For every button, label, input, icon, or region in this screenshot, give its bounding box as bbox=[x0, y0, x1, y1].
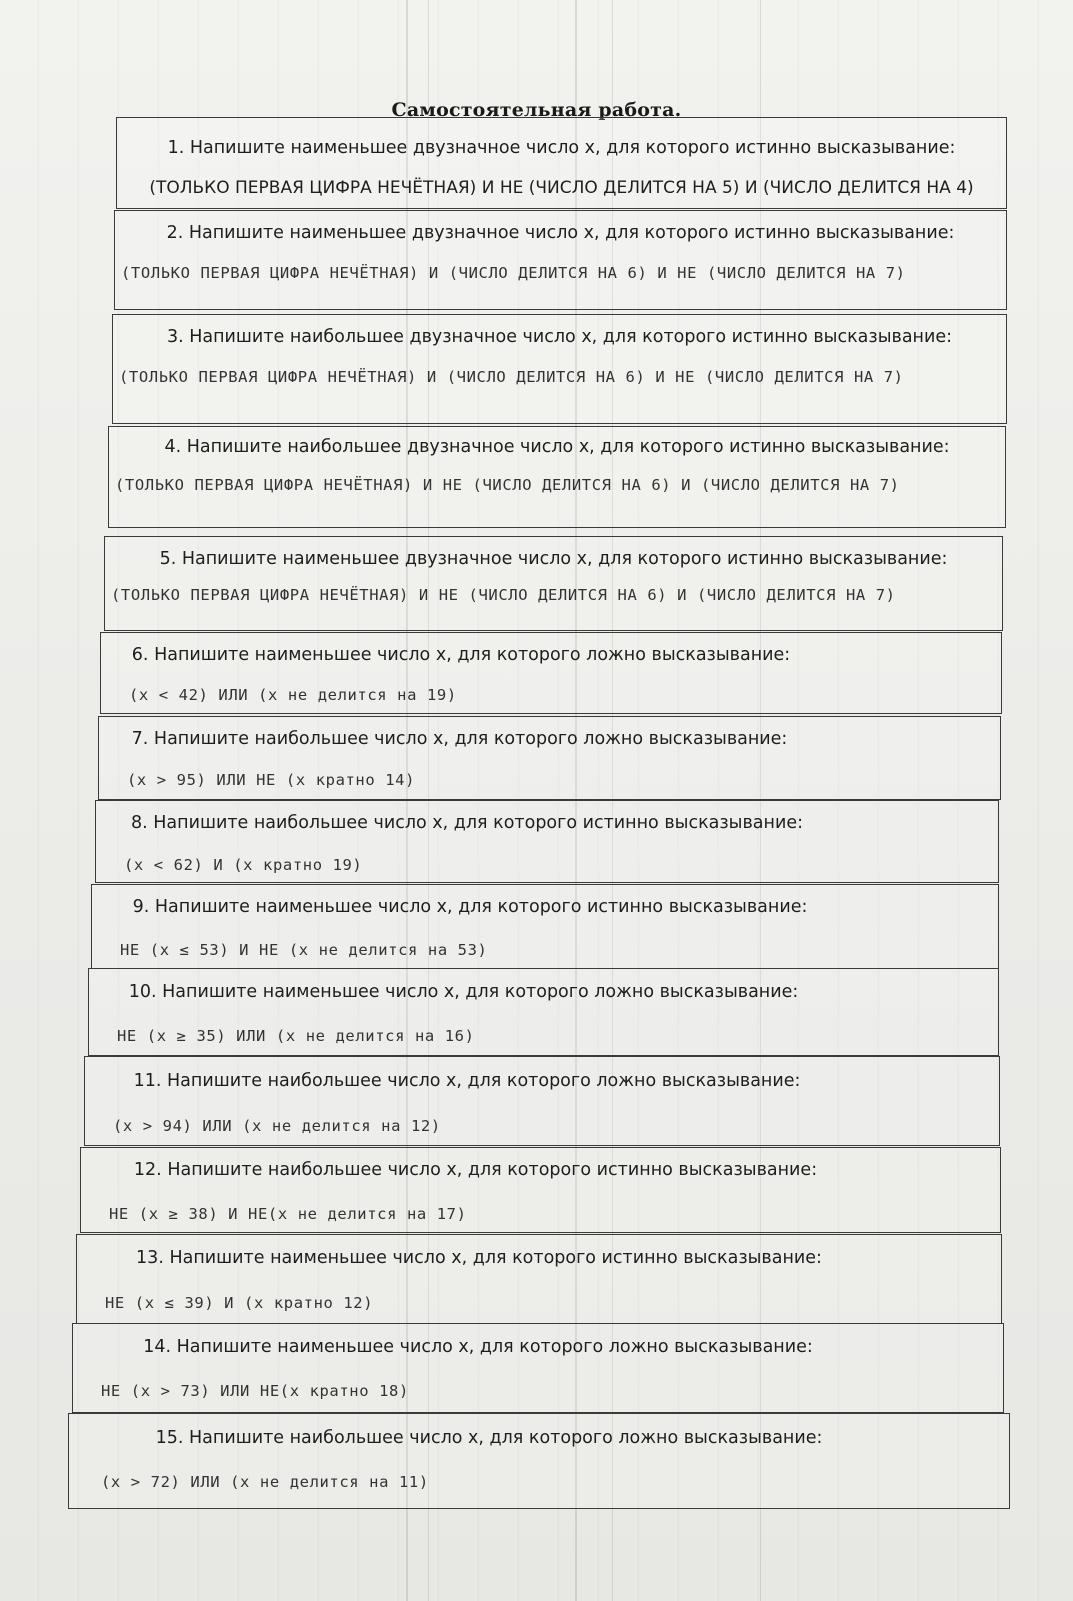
task-number: 8. bbox=[130, 813, 148, 833]
task-expression: НЕ (x ≥ 35) ИЛИ (x не делится на 16) bbox=[117, 1027, 475, 1045]
task-question bbox=[0, 645, 1001, 665]
page-title: Самостоятельная работа. bbox=[391, 99, 682, 121]
task-question bbox=[0, 897, 998, 917]
task-box-2 bbox=[114, 210, 1007, 310]
task-expression: (ТОЛЬКО ПЕРВАЯ ЦИФРА НЕЧЁТНАЯ) И НЕ (ЧИСЛО ДЕЛИТСЯ НА 6) И (ЧИСЛО ДЕЛИТСЯ НА 7) bbox=[111, 586, 896, 604]
task-expression: НЕ (x ≤ 53) И НЕ (x не делится на 53) bbox=[120, 941, 488, 959]
task-box-1 bbox=[116, 117, 1007, 209]
task-number: 11. bbox=[133, 1071, 162, 1091]
task-box-15 bbox=[68, 1413, 1010, 1509]
task-question bbox=[105, 549, 1002, 569]
task-question bbox=[0, 1071, 999, 1091]
task-question-text: Напишите наибольшее число х, для которого ложно высказывание: bbox=[167, 1071, 801, 1091]
task-expression: (x < 62) И (x кратно 19) bbox=[124, 856, 363, 874]
task-expression: (x > 94) ИЛИ (x не делится на 12) bbox=[113, 1117, 441, 1135]
task-question bbox=[0, 729, 1000, 749]
task-question bbox=[0, 813, 998, 833]
task-question bbox=[0, 1428, 1009, 1448]
task-number: 7. bbox=[131, 729, 149, 749]
task-box-11 bbox=[84, 1056, 1000, 1146]
task-question bbox=[0, 1337, 1003, 1357]
task-question-text: Напишите наибольшее число х, для которого истинно высказывание: bbox=[153, 813, 804, 833]
task-question bbox=[117, 138, 1006, 158]
task-number: 15. bbox=[155, 1428, 184, 1448]
task-question-text: Напишите наибольшее число х, для которого ложно высказывание: bbox=[189, 1428, 823, 1448]
task-question-text: Напишите наибольшее число х, для которого ложно высказывание: bbox=[153, 729, 788, 749]
task-expression: (x > 72) ИЛИ (x не делится на 11) bbox=[101, 1473, 429, 1491]
task-expression: НЕ (x ≥ 38) И НЕ(x не делится на 17) bbox=[109, 1205, 467, 1223]
task-box-14 bbox=[72, 1323, 1004, 1413]
task-expression: НЕ (x > 73) ИЛИ НЕ(x кратно 18) bbox=[101, 1382, 409, 1400]
task-box-7 bbox=[98, 716, 1001, 800]
task-number: 6. bbox=[131, 645, 149, 665]
task-expression: (x < 42) ИЛИ (x не делится на 19) bbox=[129, 686, 457, 704]
task-box-9 bbox=[91, 884, 999, 969]
task-question-text: Напишите наибольшее двузначное число х, для которого истинно высказывание: bbox=[189, 327, 953, 347]
task-expression: (ТОЛЬКО ПЕРВАЯ ЦИФРА НЕЧЁТНАЯ) И НЕ (ЧИСЛО ДЕЛИТСЯ НА 5) И (ЧИСЛО ДЕЛИТСЯ НА 4) bbox=[149, 178, 974, 198]
task-expression: (x > 95) ИЛИ НЕ (x кратно 14) bbox=[127, 771, 416, 789]
task-box-13 bbox=[76, 1234, 1002, 1324]
task-box-3 bbox=[112, 314, 1007, 424]
task-number: 2. bbox=[166, 223, 184, 243]
task-question-text: Напишите наибольшее число х, для которого истинно высказывание: bbox=[167, 1160, 818, 1180]
task-question bbox=[115, 223, 1006, 243]
task-box-12 bbox=[80, 1147, 1001, 1233]
task-box-6 bbox=[100, 632, 1002, 714]
task-question-text: Напишите наименьшее число х, для которого ложно высказывание: bbox=[176, 1337, 813, 1357]
task-question-text: Напишите наименьшее число х, для которого ложно высказывание: bbox=[154, 645, 791, 665]
task-box-10 bbox=[88, 968, 999, 1056]
task-box-5 bbox=[104, 536, 1003, 631]
task-question-text: Напишите наименьшее двузначное число х, для которого истинно высказывание: bbox=[189, 138, 956, 158]
task-number: 5. bbox=[159, 549, 177, 569]
task-expression: НЕ (x ≤ 39) И (x кратно 12) bbox=[105, 1294, 374, 1312]
task-box-4 bbox=[108, 426, 1006, 528]
task-number: 1. bbox=[167, 138, 185, 158]
task-question-text: Напишите наименьшее двузначное число х, для которого истинно высказывание: bbox=[181, 549, 948, 569]
task-number: 13. bbox=[136, 1248, 164, 1268]
task-question bbox=[109, 437, 1005, 457]
task-number: 9. bbox=[132, 897, 150, 917]
task-question bbox=[0, 1160, 1000, 1180]
task-question bbox=[0, 1248, 1001, 1268]
task-question bbox=[0, 982, 998, 1002]
task-expression: (ТОЛЬКО ПЕРВАЯ ЦИФРА НЕЧЁТНАЯ) И (ЧИСЛО ДЕЛИТСЯ НА 6) И НЕ (ЧИСЛО ДЕЛИТСЯ НА 7) bbox=[121, 264, 906, 282]
task-number: 14. bbox=[143, 1337, 172, 1357]
task-expression: (ТОЛЬКО ПЕРВАЯ ЦИФРА НЕЧЁТНАЯ) И НЕ (ЧИСЛО ДЕЛИТСЯ НА 6) И (ЧИСЛО ДЕЛИТСЯ НА 7) bbox=[115, 476, 900, 494]
task-number: 12. bbox=[133, 1160, 162, 1180]
task-number: 4. bbox=[164, 437, 182, 457]
task-question-text: Напишите наименьшее число х, для которого ложно высказывание: bbox=[162, 982, 799, 1002]
task-question-text: Напишите наименьшее число х, для которого истинно высказывание: bbox=[169, 1248, 822, 1268]
task-question bbox=[113, 327, 1006, 347]
task-question-text: Напишите наибольшее двузначное число х, для которого истинно высказывание: bbox=[186, 437, 950, 457]
task-number: 10. bbox=[128, 982, 157, 1002]
task-box-8 bbox=[95, 800, 999, 883]
task-number: 3. bbox=[166, 327, 184, 347]
task-question-text: Напишите наименьшее двузначное число х, для которого истинно высказывание: bbox=[188, 223, 955, 243]
task-question-text: Напишите наименьшее число х, для которого истинно высказывание: bbox=[154, 897, 808, 917]
task-expression: (ТОЛЬКО ПЕРВАЯ ЦИФРА НЕЧЁТНАЯ) И (ЧИСЛО ДЕЛИТСЯ НА 6) И НЕ (ЧИСЛО ДЕЛИТСЯ НА 7) bbox=[119, 368, 904, 386]
